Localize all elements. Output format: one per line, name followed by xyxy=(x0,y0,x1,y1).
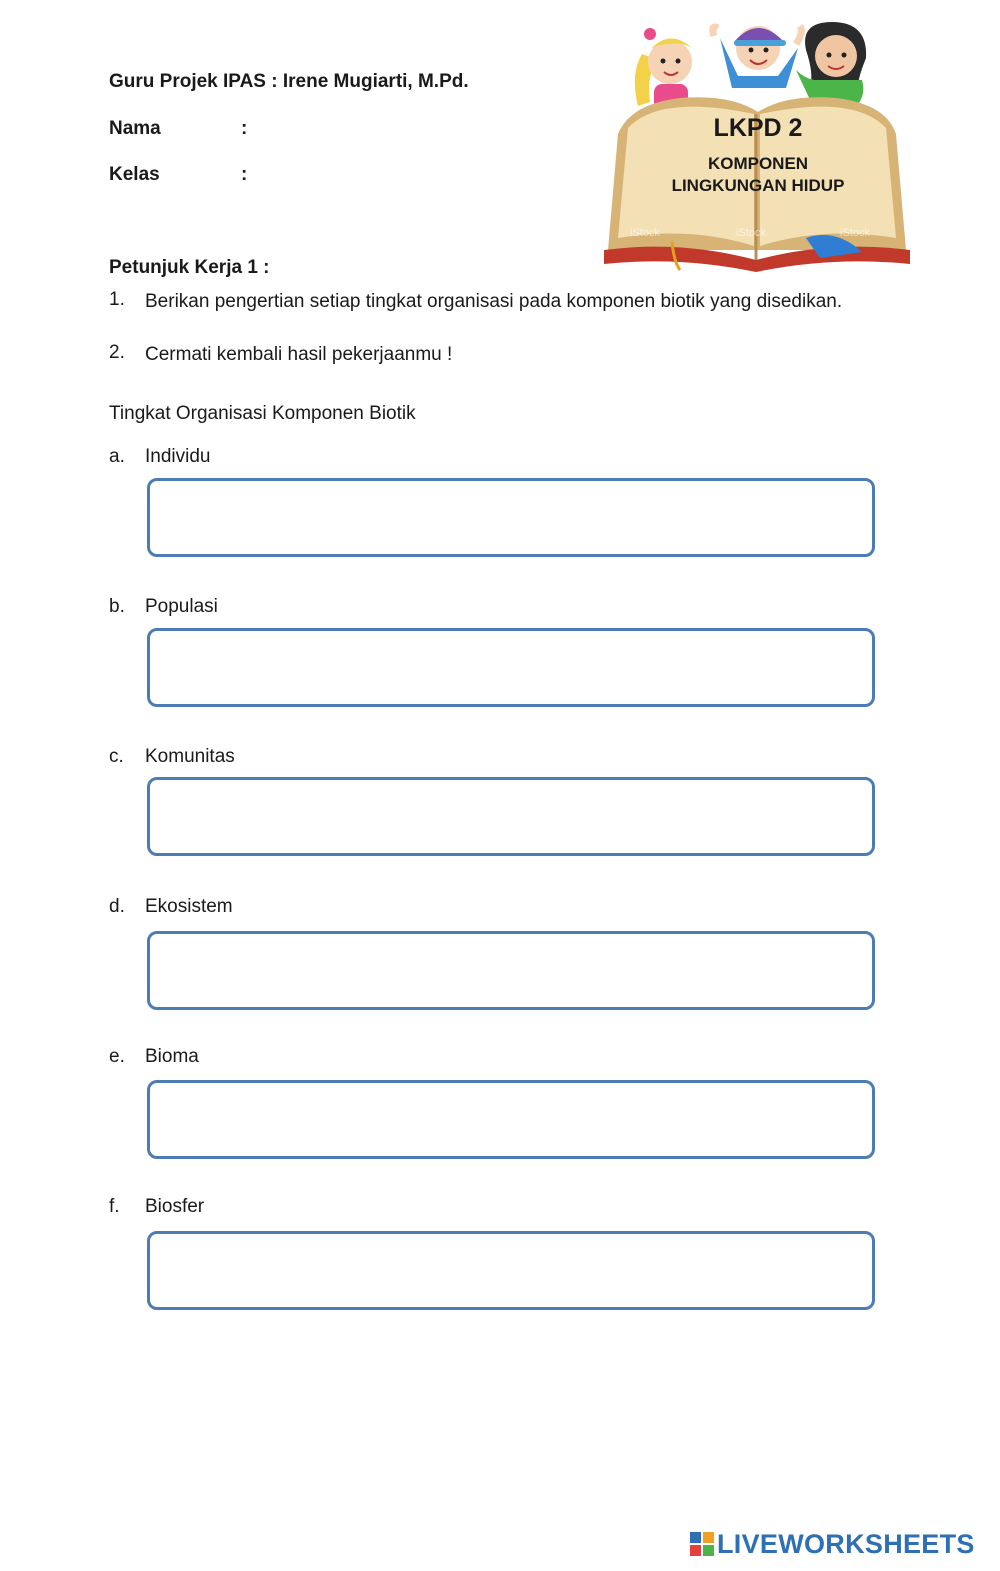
answer-box-ekosistem[interactable] xyxy=(147,931,875,1010)
watermark-text-3: iStock xyxy=(840,227,870,239)
nama-colon: : xyxy=(241,118,248,139)
item-letter: d. xyxy=(109,896,125,917)
lkpd-subtitle-line1: KOMPONEN xyxy=(707,154,809,173)
kid-boy-middle xyxy=(713,26,802,88)
book-kids-illustration xyxy=(600,14,912,276)
answer-box-individu[interactable] xyxy=(147,478,875,557)
instruction-text: Cermati kembali hasil pekerjaanmu ! xyxy=(145,344,453,365)
item-label-individu: Individu xyxy=(145,446,211,467)
watermark-text-2: iStock xyxy=(736,227,766,239)
answer-box-bioma[interactable] xyxy=(147,1080,875,1159)
item-label-biosfer: Biosfer xyxy=(145,1196,205,1217)
instruction-text: Berikan pengertian setiap tingkat organisasi pada komponen biotik yang disedikan. xyxy=(145,291,843,312)
liveworksheets-logo-text: LIVEWORKSHEETS xyxy=(717,1528,975,1559)
teacher-line: Guru Projek IPAS : Irene Mugiarti, M.Pd. xyxy=(109,71,469,92)
kid-girl-right xyxy=(796,22,866,104)
instructions-title: Petunjuk Kerja 1 : xyxy=(109,257,270,278)
item-letter: b. xyxy=(109,596,125,617)
answer-box-biosfer[interactable] xyxy=(147,1231,875,1310)
item-letter: a. xyxy=(109,446,125,467)
kelas-label: Kelas xyxy=(109,164,160,185)
section-title: Tingkat Organisasi Komponen Biotik xyxy=(109,403,416,424)
lkpd-subtitle-line2: LINGKUNGAN HIDUP xyxy=(671,176,845,195)
instruction-number: 1. xyxy=(109,289,125,310)
answer-box-komunitas[interactable] xyxy=(147,777,875,856)
item-label-bioma: Bioma xyxy=(145,1046,199,1067)
watermark-text-1: iStock xyxy=(630,227,660,239)
liveworksheets-logo[interactable] xyxy=(690,1526,975,1562)
item-label-komunitas: Komunitas xyxy=(145,746,235,767)
item-label-populasi: Populasi xyxy=(145,596,218,617)
lkpd-title: LKPD 2 xyxy=(713,114,803,142)
item-letter: c. xyxy=(109,746,124,767)
liveworksheets-mark-icon xyxy=(690,1532,714,1556)
item-label-ekosistem: Ekosistem xyxy=(145,896,233,917)
nama-label: Nama xyxy=(109,118,161,139)
answer-box-populasi[interactable] xyxy=(147,628,875,707)
instruction-number: 2. xyxy=(109,342,125,363)
kelas-colon: : xyxy=(241,164,248,185)
open-book xyxy=(604,97,910,272)
item-letter: e. xyxy=(109,1046,125,1067)
item-letter: f. xyxy=(109,1196,120,1217)
